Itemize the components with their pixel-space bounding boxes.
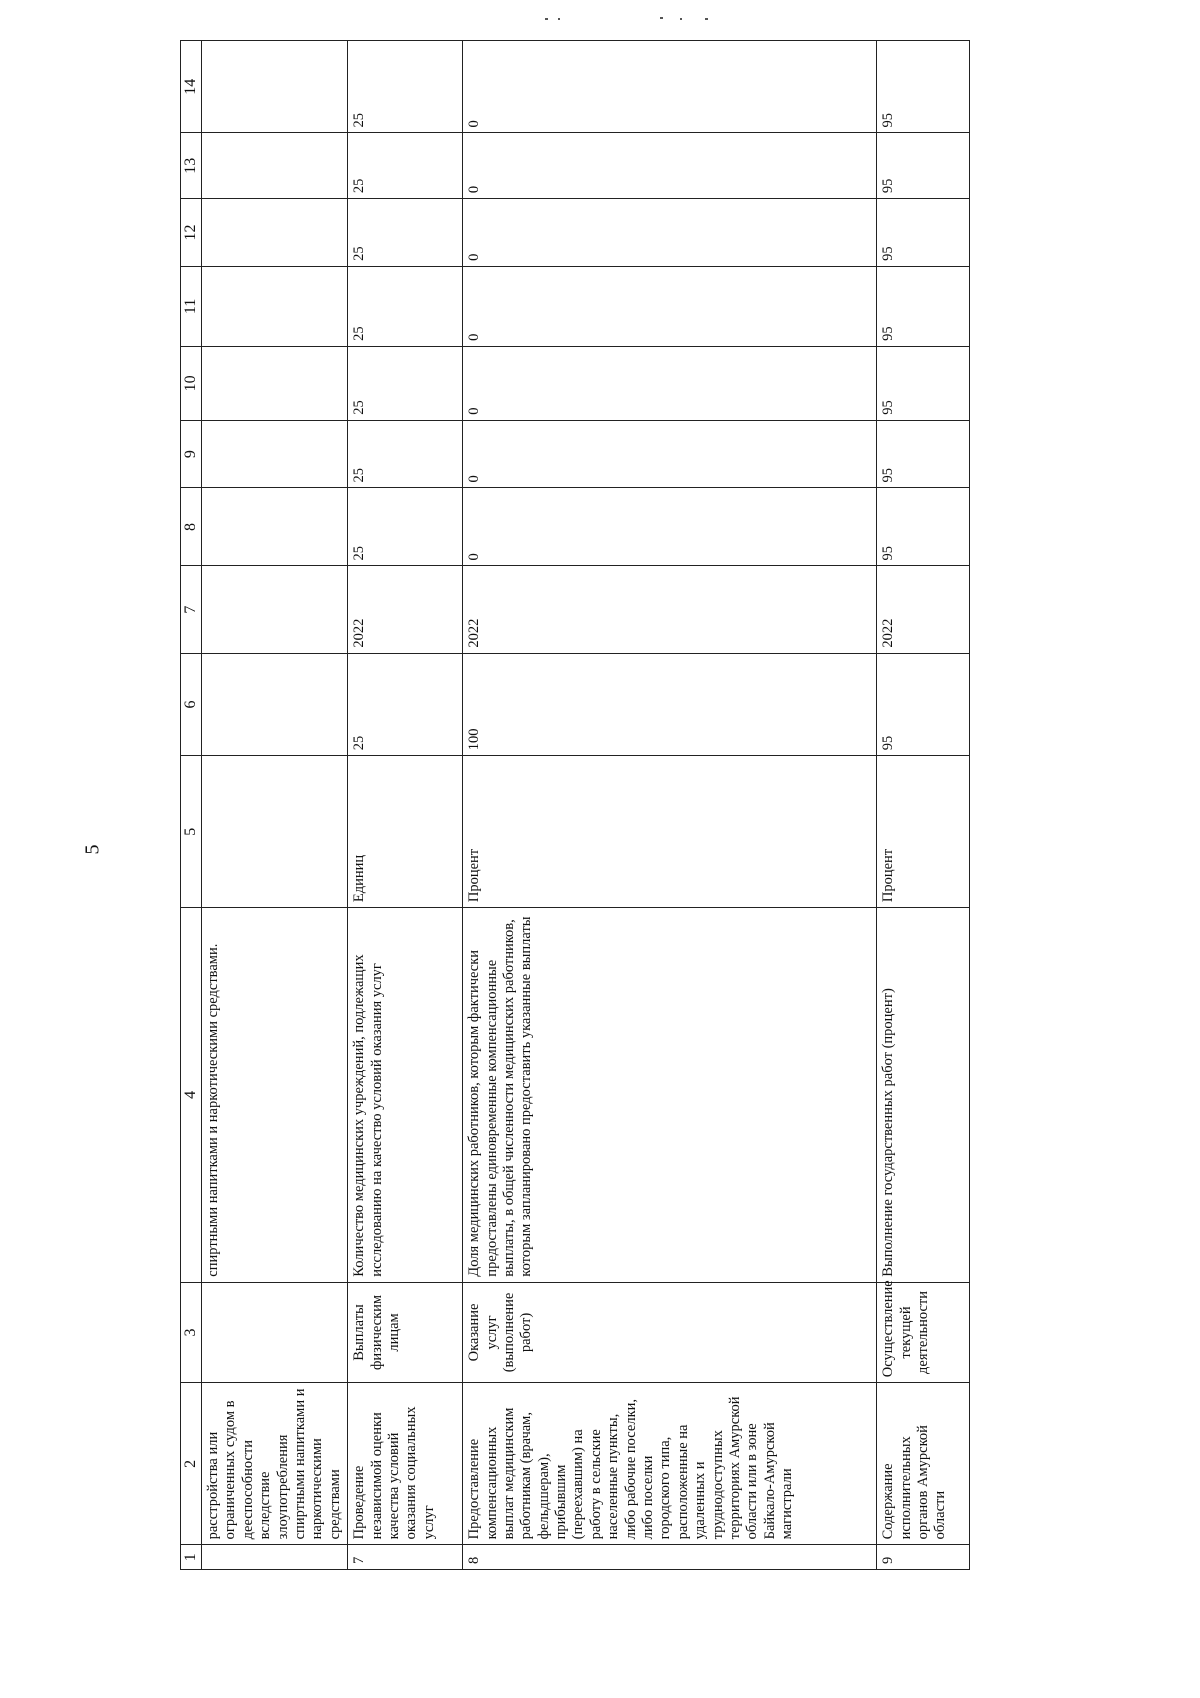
cell-year-value: 25 [348, 488, 463, 566]
cell-base-year: 2022 [463, 566, 877, 653]
cell-unit: Единиц [348, 756, 463, 908]
cell-number: 9 [877, 1545, 970, 1570]
cell-event-type: Выплаты физическим лицам [348, 1282, 463, 1383]
cell-year-value: 0 [463, 133, 877, 199]
header-cell-9: 9 [181, 420, 202, 488]
scan-mark [660, 17, 663, 19]
table-row-8 [463, 41, 877, 1570]
cell-year-value: 95 [877, 266, 970, 346]
cell-year-value: 25 [348, 266, 463, 346]
cell-year-value: 0 [463, 41, 877, 133]
header-cell-3: 3 [181, 1282, 202, 1383]
cell-base-value [202, 653, 348, 756]
scan-mark [558, 18, 560, 20]
cell-indicator: спиртными напитками и наркотическими средствами. [202, 908, 348, 1283]
header-cell-14: 14 [181, 41, 202, 133]
cell-event-name: расстройства или ограниченных судом в дееспособности вследствие злоупотребления спиртными напитками и наркотическими средствами [202, 1383, 348, 1545]
cell-year-value: 25 [348, 41, 463, 133]
cell-base-value: 100 [463, 653, 877, 756]
scan-mark [680, 18, 682, 20]
cell-base-year: 2022 [877, 566, 970, 653]
scan-mark [705, 18, 708, 20]
cell-year-value [202, 266, 348, 346]
cell-year-value: 25 [348, 346, 463, 420]
rotated-table-container [180, 40, 1020, 1570]
header-cell-5: 5 [181, 756, 202, 908]
cell-year-value: 25 [348, 420, 463, 488]
page-number: 5 [81, 844, 104, 855]
cell-year-value: 25 [348, 199, 463, 267]
header-row [181, 41, 202, 1570]
cell-indicator: Количество медицинских учреждений, подлежащих исследованию на качество условий оказания услуг [348, 908, 463, 1283]
cell-unit [202, 756, 348, 908]
cell-year-value [202, 133, 348, 199]
header-cell-7: 7 [181, 566, 202, 653]
header-cell-2: 2 [181, 1383, 202, 1545]
header-cell-11: 11 [181, 266, 202, 346]
cell-year-value: 0 [463, 420, 877, 488]
cell-number: 7 [348, 1545, 463, 1570]
cell-year-value: 25 [348, 133, 463, 199]
cell-year-value: 0 [463, 488, 877, 566]
cell-year-value [202, 420, 348, 488]
cell-event-type: Осуществление текущей деятельности [877, 1282, 970, 1383]
header-cell-13: 13 [181, 133, 202, 199]
cell-year-value [202, 199, 348, 267]
cell-number [202, 1545, 348, 1570]
table-row-continuation [202, 41, 348, 1570]
header-cell-10: 10 [181, 346, 202, 420]
header-cell-6: 6 [181, 653, 202, 756]
cell-event-name: Проведение независимой оценки качества условий оказания социальных услуг [348, 1383, 463, 1545]
cell-event-type: Оказание услуг (выполнение работ) [463, 1282, 877, 1383]
cell-event-name: Содержание исполнительных органов Амурской области [877, 1383, 970, 1545]
header-cell-1: 1 [181, 1545, 202, 1570]
cell-year-value: 0 [463, 266, 877, 346]
table-row-7 [348, 41, 463, 1570]
cell-year-value: 0 [463, 346, 877, 420]
header-cell-12: 12 [181, 199, 202, 267]
cell-base-value: 95 [877, 653, 970, 756]
cell-year-value: 95 [877, 133, 970, 199]
cell-indicator: Выполнение государственных работ (процент) [877, 908, 970, 1283]
cell-event-name: Предоставление компенсационных выплат медицинским работникам (врачам, фельдшерам), прибывшим (переехавшим) на работу в сельские населенные пункты, либо рабочие поселки, либо поселки городского типа, расположенные на удаленных и труднодоступных территориях Амурской области или в зоне Байкало-Амурской магистрали [463, 1383, 877, 1545]
cell-base-year [202, 566, 348, 653]
header-cell-8: 8 [181, 488, 202, 566]
cell-year-value: 95 [877, 420, 970, 488]
cell-year-value [202, 346, 348, 420]
cell-unit: Процент [877, 756, 970, 908]
cell-year-value: 95 [877, 199, 970, 267]
cell-year-value [202, 41, 348, 133]
cell-number: 8 [463, 1545, 877, 1570]
cell-year-value: 95 [877, 41, 970, 133]
cell-year-value [202, 488, 348, 566]
cell-indicator: Доля медицинских работников, которым фактически предоставлены единовременные компенсационные выплаты, в общей численности медицинских работников, которым запланировано предоставить указанные выплаты [463, 908, 877, 1283]
cell-base-value: 25 [348, 653, 463, 756]
cell-year-value: 95 [877, 346, 970, 420]
header-cell-4: 4 [181, 908, 202, 1283]
cell-unit: Процент [463, 756, 877, 908]
cell-base-year: 2022 [348, 566, 463, 653]
scan-mark [545, 18, 548, 20]
cell-event-type [202, 1282, 348, 1383]
cell-year-value: 95 [877, 488, 970, 566]
indicators-table [180, 40, 970, 1570]
cell-year-value: 0 [463, 199, 877, 267]
table-row-9 [877, 41, 970, 1570]
